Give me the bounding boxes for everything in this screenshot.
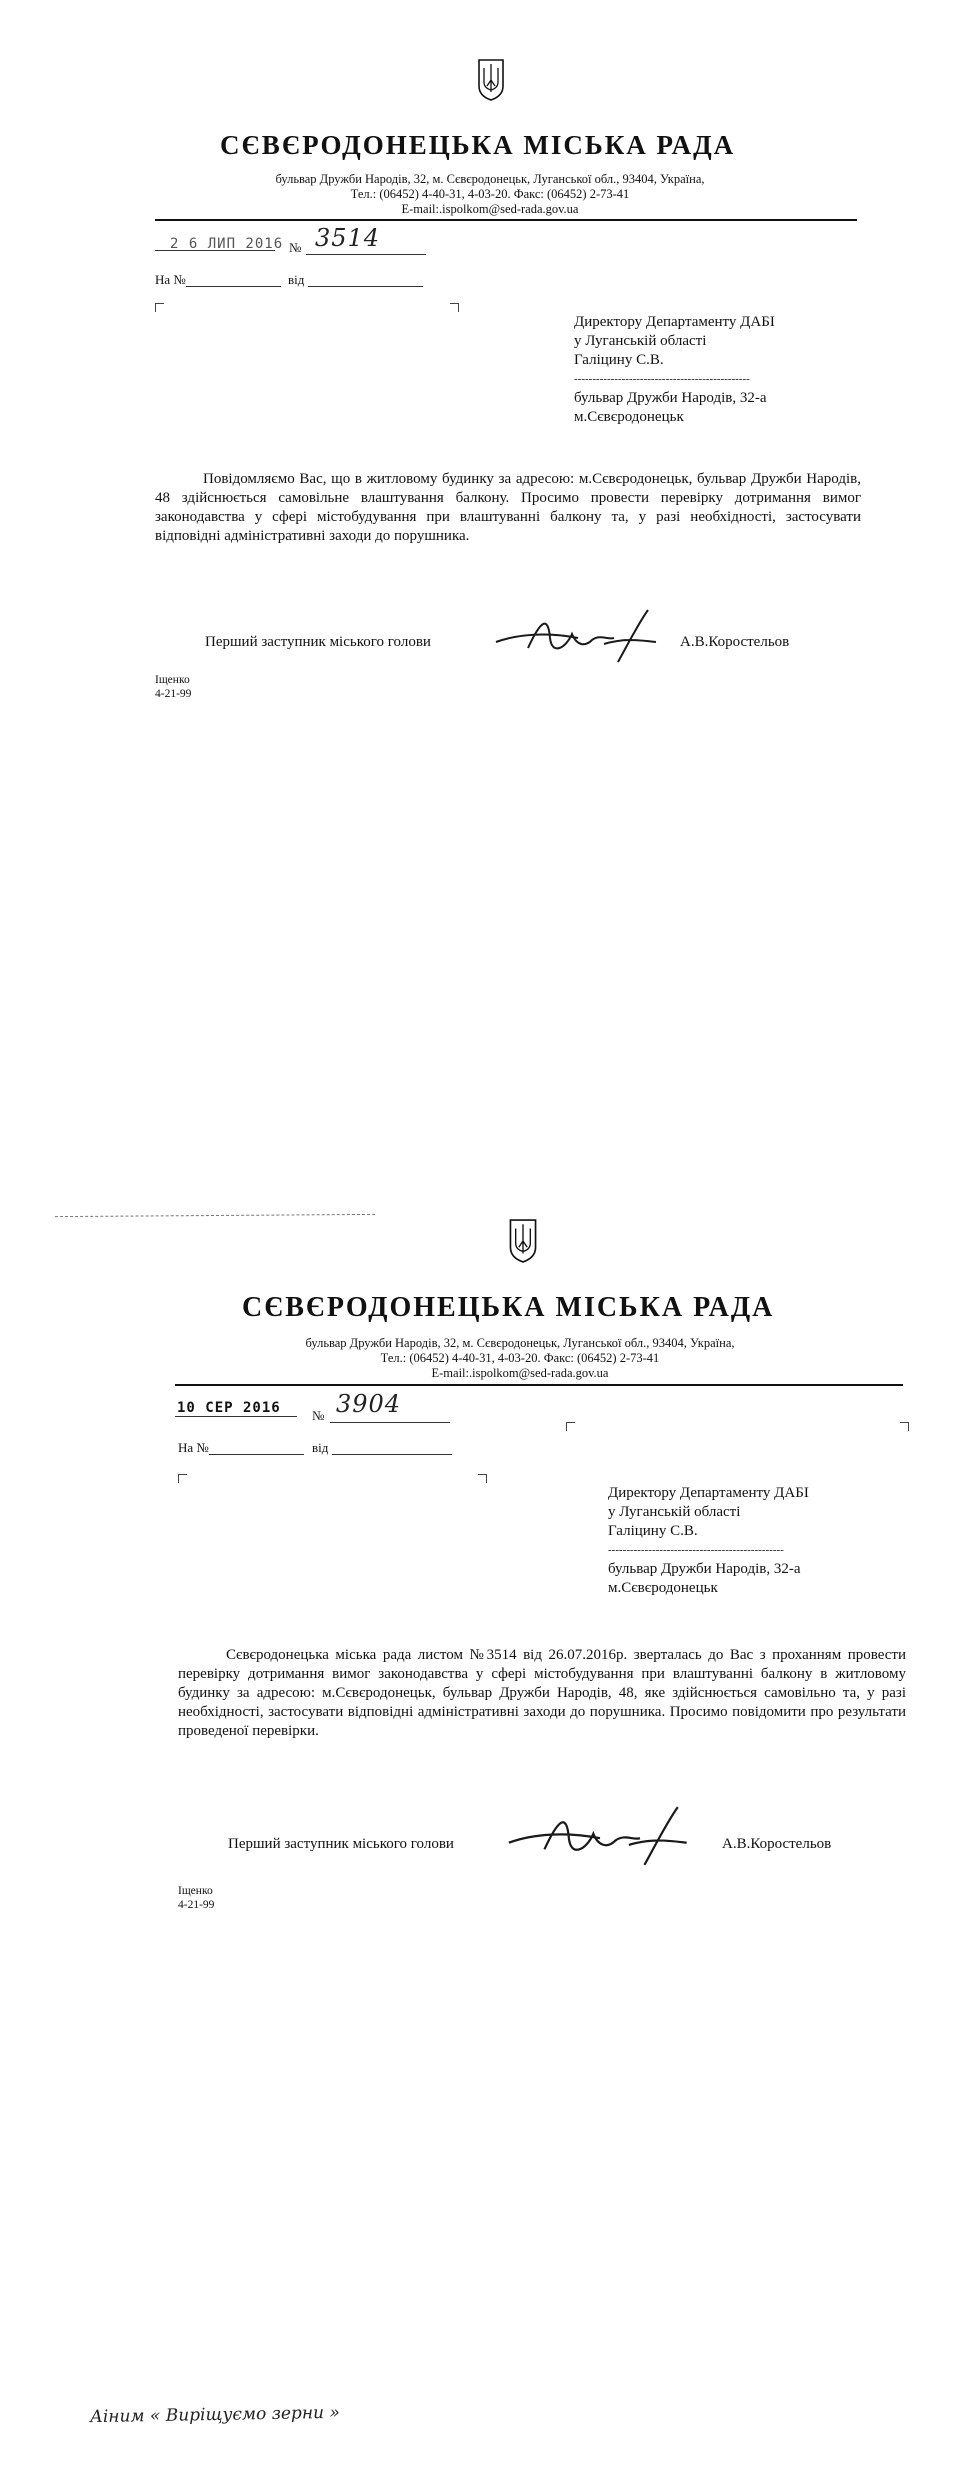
signatory-name: А.В.Коростельов xyxy=(680,634,790,650)
recipient-line: Директору Департаменту ДАБІ xyxy=(574,314,775,330)
recipient-line: м.Сєвєродонецьк xyxy=(574,409,684,425)
body-paragraph: Сєвєродонецька міська рада листом №3514 від 26.07.2016р. зверталась до Вас з проханням провести перевірку дотримання вимог законодавства у сфері містобудування при влаштуванні балкону в житловому будинку за адресою: м.Сєвєродонецьк, бульвар Дружби Народів, 48, яке здійснюється самовільно та, у разі необхідності, застосувати відповідні адміністративні заходи до порушника. Просимо повідомити про результати проведеної перевірки. xyxy=(178,1647,906,1739)
recipient-line: бульвар Дружби Народів, 32-а xyxy=(574,390,767,406)
executor-name: Іщенко xyxy=(178,1885,213,1897)
page-tear-line xyxy=(55,1214,375,1217)
executor-name: Іщенко xyxy=(155,674,190,686)
outgoing-number: 3514 xyxy=(315,224,381,252)
coat-of-arms-icon xyxy=(508,1218,538,1264)
address-field-corner xyxy=(450,303,459,312)
recipient-line: Директору Департаменту ДАБІ xyxy=(608,1485,809,1501)
recipient-separator: ------------------------------------------------ xyxy=(574,373,750,385)
recipient-line: Галіцину С.В. xyxy=(574,352,664,368)
body-paragraph: Повідомляємо Вас, що в житловому будинку за адресою: м.Сєвєродонецьк, бульвар Дружби Народів, 48 здійснюється самовільне влаштування балкону. Просимо провести перевірку дотримання вимог законодавства у сфері містобудування при влаштуванні балкону та, у разі необхідності, застосувати відповідні адміністративні заходи до порушника. xyxy=(155,471,861,544)
date-stamp: 2 6 ЛИП 2016 xyxy=(170,236,284,252)
ref-number-line xyxy=(209,1440,304,1455)
recipient-line: бульвар Дружби Народів, 32-а xyxy=(608,1561,801,1577)
letter-body xyxy=(155,470,861,546)
recipient-separator: ------------------------------------------------ xyxy=(608,1544,784,1556)
coat-of-arms-icon xyxy=(477,58,505,102)
outgoing-number: 3904 xyxy=(336,1390,402,1418)
contacts-line: Тел.: (06452) 4-40-31, 4-03-20. Факс: (06452) 2-73-41 xyxy=(380,1351,660,1365)
recipient-line: у Луганській області xyxy=(608,1504,741,1520)
address-field-corner xyxy=(478,1474,487,1483)
executor-phone: 4-21-99 xyxy=(155,688,192,700)
letter-body xyxy=(178,1646,906,1741)
council-name: СЄВЄРОДОНЕЦЬКА МІСЬКА РАДА xyxy=(220,130,736,160)
recipient-block xyxy=(608,1484,908,1598)
council-name: СЄВЄРОДОНЕЦЬКА МІСЬКА РАДА xyxy=(242,1292,775,1323)
address-field-corner xyxy=(178,1474,187,1483)
number-label: № xyxy=(312,1408,325,1423)
signatory-title: Перший заступник міського голови xyxy=(228,1836,454,1852)
recipient-line: Галіцину С.В. xyxy=(608,1523,698,1539)
ref-from: від xyxy=(312,1440,329,1455)
recipient-line: м.Сєвєродонецьк xyxy=(608,1580,718,1596)
number-label: № xyxy=(289,240,302,255)
address-field-corner xyxy=(155,303,164,312)
ref-number-line xyxy=(186,272,281,287)
date-stamp: 10 CEP 2016 xyxy=(177,1400,281,1416)
ref-prefix: На № xyxy=(178,1440,209,1455)
ref-date-line xyxy=(332,1440,452,1455)
signatory-name: А.В.Коростельов xyxy=(722,1836,832,1852)
address-line: бульвар Дружби Народів, 32, м. Сєвєродонецьк, Луганської обл., 93404, Україна, xyxy=(275,172,705,186)
ref-prefix: На № xyxy=(155,272,186,287)
contacts-line: Тел.: (06452) 4-40-31, 4-03-20. Факс: (06452) 2-73-41 xyxy=(350,187,630,201)
header-rule xyxy=(155,219,857,221)
address-field-corner xyxy=(566,1422,575,1431)
signature-icon xyxy=(488,604,668,668)
email-line: E-mail:.ispolkom@sed-rada.gov.ua xyxy=(431,1366,609,1380)
handwritten-note: Аіним « Виріщуємо зерни » xyxy=(89,2402,340,2428)
recipient-block xyxy=(574,313,874,427)
signature-icon xyxy=(500,1800,700,1872)
ref-date-line xyxy=(308,272,423,287)
recipient-line: у Луганській області xyxy=(574,333,707,349)
signatory-title: Перший заступник міського голови xyxy=(205,634,431,650)
ref-from: від xyxy=(288,272,305,287)
email-line: E-mail:.ispolkom@sed-rada.gov.ua xyxy=(401,202,579,216)
address-line: бульвар Дружби Народів, 32, м. Сєвєродонецьк, Луганської обл., 93404, Україна, xyxy=(305,1336,735,1350)
address-field-corner xyxy=(900,1422,909,1431)
header-rule xyxy=(175,1384,903,1386)
executor-phone: 4-21-99 xyxy=(178,1899,215,1911)
